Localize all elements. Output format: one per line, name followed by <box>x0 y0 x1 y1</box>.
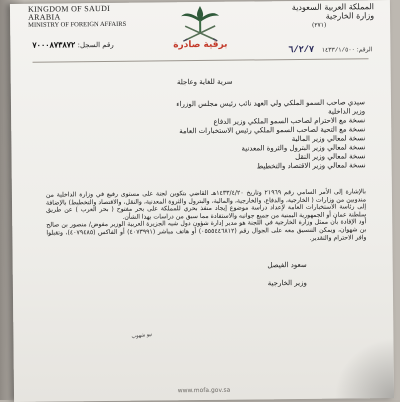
body-paragraph-1: بالإشارة إلى الأمر السامي رقم ٢١٩٦٩ وتاريخ ١٤٣٣/٤/٢٠هـ القاضي بتكوين لجنة على مستوى رفيع في وزارة الداخلية من مندوبين من وزارات ( الخارجية، والدفاع، والخارجية، والمالية، والبترول والثروة المعدنية، والنقل، والاقتصاد والتخطيط) بالإضافة إلى رئاسة الاستخبارات العامة لإعداد دراسة موضوع إيجاد منفذ بحري للمملكة على بحر مفتوح ( بحر العرب ) عن طريق سلطنة عمان أو الجمهورية اليمنية من جميع جوانبه والاستفادة مما سبق من دراسات بهذا الشأن. <box>45 188 367 221</box>
document-reference: ١٤٣٣/١/٥٠٠ <box>321 46 355 54</box>
registry-number-row <box>32 40 113 51</box>
registry-number: ٧٠٠٠٨٧٣٨٧٢ <box>32 41 76 51</box>
document-meta-row <box>283 44 373 55</box>
addressee-line: نسخة لمعالي وزير النقل <box>295 152 366 162</box>
header-divider <box>33 58 369 63</box>
letterhead-en-ministry: MINISTRY OF FOREIGN AFFAIRS <box>28 20 127 29</box>
body-paragraph-2: أود الإفادة بأن ممثل وزارة الخارجية في اللجنة هو مدير إدارة شؤون دول شبه الجزيرة العربية الوزير مفوض/ منصور بن صالح بن شهوان، ويمكن التنسيق معه على الجوال رقم (٠٥٥٥٤٤٦٨١٢) أو هاتف مباشر (٤٠٧٣٩٩١) أو الفاكس (٤٠٧٩٤٨٥)، وتقبلوا وافر الاحترام والتقدير. <box>46 218 367 242</box>
signature-name: سعود الفيصل <box>267 261 307 270</box>
addressee-line: وزير الداخلية <box>328 107 366 116</box>
letter-body <box>45 76 367 294</box>
signature-title: وزير الخارجية <box>267 279 307 288</box>
page-corner-shadow <box>333 338 394 399</box>
letterhead-arabic <box>264 2 374 30</box>
letterhead-ar-code: (٢٧١) <box>311 22 327 30</box>
document-page <box>10 0 394 402</box>
letterhead-english <box>28 5 138 30</box>
classification-heading: سرية للغاية وعاجلة <box>176 77 233 87</box>
addressee-line: سيدي صاحب السمو الملكي ولي العهد نائب رئيس مجلس الوزراء <box>176 98 366 109</box>
letterhead-en-kingdom: KINGDOM OF SAUDI ARABIA <box>27 3 111 23</box>
stamp-text: نيو شهوب <box>131 331 153 340</box>
addressee-line: نسخة مع التحية لصاحب السمو الملكي رئيس الاستخبارات العامة <box>179 125 366 136</box>
addressee-line: نسخة لمعالي وزير الاقتصاد والتخطيط <box>256 161 366 171</box>
signature-block <box>47 256 307 295</box>
letterhead-ar-kingdom: المملكة العربية السعودية <box>291 2 375 13</box>
document-date: ٦/٢/٧ <box>288 44 314 56</box>
letterhead-ar-ministry: وزارة الخارجية <box>325 11 375 21</box>
outgoing-telegram-label: برقية صادرة <box>173 39 228 51</box>
number-label: الرقم: <box>356 46 373 54</box>
footer-url: www.mofa.gov.sa <box>177 386 231 395</box>
registry-label: رقم السجل: <box>77 40 114 50</box>
addressee-line: نسخة مع الاحترام لصاحب السمو الملكي وزير الدفاع <box>213 116 366 126</box>
addressee-line: نسخة لمعالي وزير البترول والثروة المعدنية <box>241 143 366 153</box>
addressee-line: نسخة لمعالي وزير المالية <box>291 134 366 144</box>
